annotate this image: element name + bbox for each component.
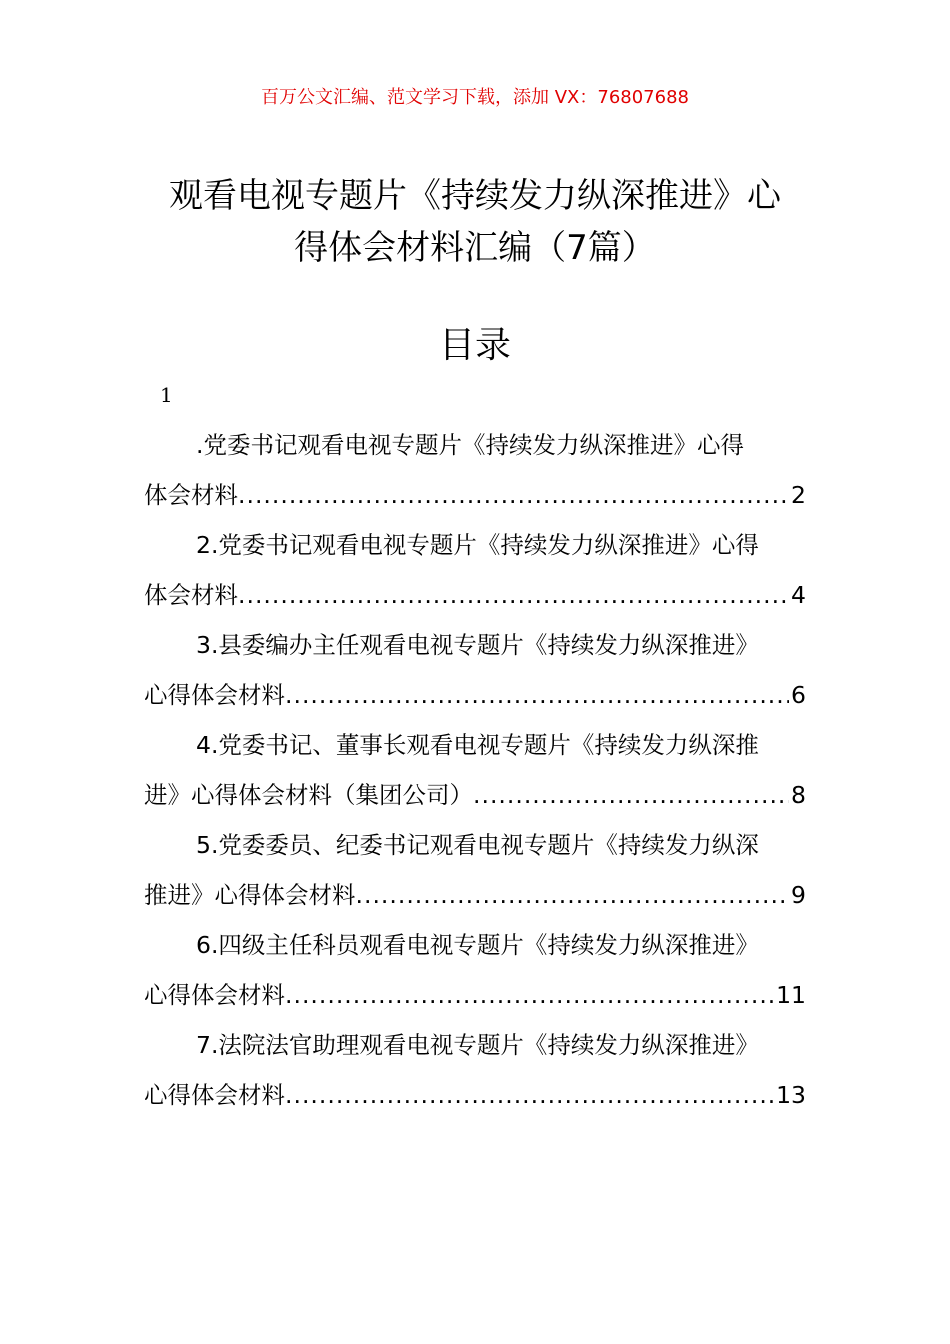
toc-entry-continuation bbox=[144, 770, 806, 820]
toc-entry-continuation bbox=[144, 470, 806, 520]
toc-entry-title: .党委书记观看电视专题片《持续发力纵深推进》心得 bbox=[196, 431, 744, 459]
toc-entry-title-rest: 心得体会材料 bbox=[144, 981, 285, 1009]
toc-entry-title: 5.党委委员、纪委书记观看电视专题片《持续发力纵深 bbox=[196, 831, 759, 859]
toc-entry-title: 2.党委书记观看电视专题片《持续发力纵深推进》心得 bbox=[196, 531, 759, 559]
toc-page-number: 4 bbox=[791, 581, 806, 609]
toc-entry-title-rest: 心得体会材料 bbox=[144, 681, 285, 709]
stray-number: 1 bbox=[160, 383, 173, 407]
document-title-line-1: 观看电视专题片《持续发力纵深推进》心 bbox=[169, 176, 781, 216]
toc-entry-1[interactable] bbox=[144, 420, 806, 520]
document-title-line-2: 得体会材料汇编（7篇） bbox=[294, 228, 656, 268]
toc-page-number: 2 bbox=[791, 481, 806, 509]
toc-entry-title-rest: 进》心得体会材料（集团公司） bbox=[144, 781, 473, 809]
toc-entry-title-rest: 体会材料 bbox=[144, 481, 238, 509]
toc-entry-continuation bbox=[144, 670, 806, 720]
toc-dot-leader bbox=[285, 970, 774, 1020]
toc-entry-continuation bbox=[144, 870, 806, 920]
toc-entry-title: 4.党委书记、董事长观看电视专题片《持续发力纵深推 bbox=[196, 731, 759, 759]
toc-entry-title-rest: 体会材料 bbox=[144, 581, 238, 609]
toc-page-number: 9 bbox=[791, 881, 806, 909]
toc-dot-leader bbox=[285, 670, 789, 720]
toc-entry-title: 3.县委编办主任观看电视专题片《持续发力纵深推进》 bbox=[196, 631, 759, 659]
toc-entry-title: 6.四级主任科员观看电视专题片《持续发力纵深推进》 bbox=[196, 931, 759, 959]
toc-entry-title-rest: 心得体会材料 bbox=[144, 1081, 285, 1109]
toc-entry-7[interactable] bbox=[144, 1020, 806, 1120]
toc-dot-leader bbox=[473, 770, 789, 820]
document-title bbox=[140, 170, 810, 274]
toc-dot-leader bbox=[356, 870, 790, 920]
toc-dot-leader bbox=[285, 1070, 774, 1120]
toc-entry-continuation bbox=[144, 1070, 806, 1120]
header-note: 百万公文汇编、范文学习下载，添加 VX：76807688 bbox=[261, 87, 689, 108]
toc-entry-continuation bbox=[144, 970, 806, 1020]
toc-entry-3[interactable] bbox=[144, 620, 806, 720]
toc-entry-title: 7.法院法官助理观看电视专题片《持续发力纵深推进》 bbox=[196, 1031, 759, 1059]
toc-page-number: 8 bbox=[791, 781, 806, 809]
toc-heading: 目录 bbox=[438, 325, 511, 366]
toc-entry-6[interactable] bbox=[144, 920, 806, 1020]
toc-page-number: 13 bbox=[776, 1081, 806, 1109]
toc-entry-title-rest: 推进》心得体会材料 bbox=[144, 881, 356, 909]
toc-page-number: 11 bbox=[776, 981, 806, 1009]
toc-entry-5[interactable] bbox=[144, 820, 806, 920]
toc-page-number: 6 bbox=[791, 681, 806, 709]
toc-dot-leader bbox=[238, 570, 789, 620]
toc-entry-4[interactable] bbox=[144, 720, 806, 820]
toc-entry-continuation bbox=[144, 570, 806, 620]
table-of-contents bbox=[144, 420, 806, 1120]
toc-entry-2[interactable] bbox=[144, 520, 806, 620]
toc-dot-leader bbox=[238, 470, 789, 520]
